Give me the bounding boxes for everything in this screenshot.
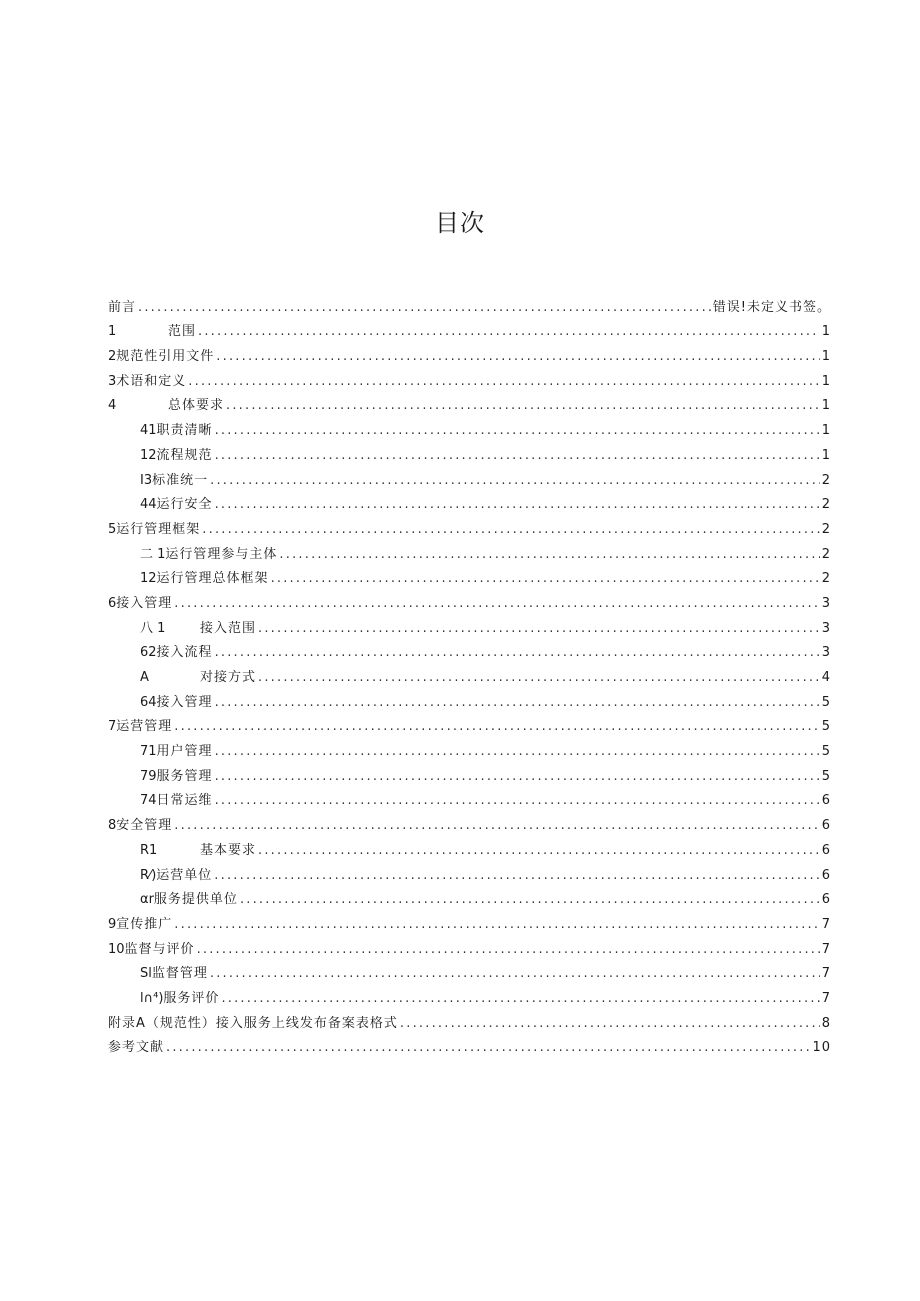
toc-entry-page: 6 <box>821 793 831 809</box>
toc-leader-dots <box>214 867 819 884</box>
toc-entry-number: 7 <box>108 719 117 735</box>
toc-entry-page: 5 <box>821 719 831 735</box>
toc-entry-label: 总体要求 <box>168 398 225 414</box>
toc-entry-label: 接入管理 <box>156 694 213 710</box>
toc-leader-dots <box>198 323 820 340</box>
toc-entry-label: 监督与评价 <box>124 941 195 957</box>
toc-entry-label: 基本要求 <box>200 842 257 858</box>
toc-entry-label: 规范性引用文件 <box>116 349 215 365</box>
toc-entry-number: l∩⁴) <box>140 990 164 1006</box>
toc-entry[interactable] <box>108 711 831 736</box>
toc-entry[interactable] <box>108 340 831 365</box>
toc-entry-number: R⁄) <box>140 867 157 883</box>
toc-leader-dots <box>197 941 820 958</box>
toc-entry-label: 宣传推广 <box>116 916 173 932</box>
toc-leader-dots <box>258 620 820 637</box>
toc-leader-dots <box>174 718 819 735</box>
toc-entry-page: 5 <box>821 768 831 784</box>
toc-entry[interactable] <box>108 414 831 439</box>
toc-leader-dots <box>166 1039 810 1056</box>
toc-entry-page: 1 <box>821 423 831 439</box>
toc-entry[interactable] <box>108 958 831 983</box>
toc-entry-label: 安全管理 <box>116 818 173 834</box>
toc-leader-dots <box>400 1015 820 1032</box>
toc-leader-dots <box>226 397 820 414</box>
toc-entry[interactable] <box>108 513 831 538</box>
toc-entry-label: 服务管理 <box>156 768 213 784</box>
toc-list <box>108 291 831 1056</box>
toc-entry-label: 运行管理框架 <box>116 521 201 537</box>
toc-entry-label: 接入范围 <box>200 620 257 636</box>
toc-leader-dots <box>215 743 820 760</box>
toc-entry-number: 41 <box>140 423 157 439</box>
toc-entry-number: 6 <box>108 595 117 611</box>
toc-entry-number: 3 <box>108 373 117 389</box>
toc-entry-label: 运营管理 <box>116 719 173 735</box>
toc-entry-page: 6 <box>821 818 831 834</box>
toc-leader-dots <box>138 299 711 316</box>
toc-leader-dots <box>215 694 820 711</box>
toc-entry-label: 日常运维 <box>156 793 213 809</box>
toc-entry-label: 运行安全 <box>156 497 213 513</box>
toc-entry[interactable] <box>108 365 831 390</box>
toc-entry[interactable] <box>108 933 831 958</box>
toc-entry[interactable] <box>108 859 831 884</box>
toc-entry[interactable] <box>108 390 831 415</box>
toc-entry-page: 6 <box>821 867 831 883</box>
toc-entry[interactable] <box>108 538 831 563</box>
toc-entry[interactable] <box>108 908 831 933</box>
toc-entry-number: 5 <box>108 521 117 537</box>
toc-entry-number: 64 <box>140 694 157 710</box>
toc-entry-number: I3 <box>140 472 153 488</box>
toc-entry-page: 错误!未定义书签。 <box>712 299 831 315</box>
toc-leader-dots <box>221 990 819 1007</box>
toc-entry[interactable] <box>108 439 831 464</box>
toc-entry[interactable] <box>108 884 831 909</box>
toc-leader-dots <box>240 891 820 908</box>
toc-entry-number: 10 <box>108 941 125 957</box>
toc-entry-page: 2 <box>821 521 831 537</box>
toc-entry-label: 职责清晰 <box>156 423 213 439</box>
toc-entry[interactable] <box>108 809 831 834</box>
toc-entry-number: 2 <box>108 349 117 365</box>
toc-entry[interactable] <box>108 1007 831 1032</box>
toc-leader-dots <box>210 472 820 489</box>
toc-entry-label: 服务提供单位 <box>153 892 238 908</box>
toc-entry[interactable] <box>108 489 831 514</box>
toc-entry[interactable] <box>108 316 831 341</box>
toc-leader-dots <box>216 348 819 365</box>
toc-entry-number: 八 1 <box>140 620 166 636</box>
toc-entry-label: 附录A（规范性）接入服务上线发布备案表格式 <box>108 1015 398 1031</box>
toc-entry-page: 10 <box>812 1040 831 1056</box>
toc-entry-number: 9 <box>108 916 117 932</box>
toc-entry[interactable] <box>108 464 831 489</box>
toc-leader-dots <box>258 669 820 686</box>
toc-leader-dots <box>215 644 820 661</box>
toc-entry-page: 4 <box>821 670 831 685</box>
toc-entry-label: 接入管理 <box>116 595 173 611</box>
toc-entry-label: 对接方式 <box>200 670 257 685</box>
toc-entry-label: 参考文献 <box>108 1040 165 1056</box>
toc-entry-page: 5 <box>821 694 831 710</box>
toc-leader-dots <box>258 842 820 859</box>
toc-entry[interactable] <box>108 1032 831 1057</box>
toc-leader-dots <box>210 965 820 982</box>
toc-entry-number: 12 <box>140 571 157 587</box>
toc-leader-dots <box>215 768 820 785</box>
toc-leader-dots <box>188 373 819 390</box>
toc-entry[interactable] <box>108 637 831 662</box>
toc-entry-page: 3 <box>821 595 831 611</box>
toc-leader-dots <box>215 447 820 464</box>
toc-entry[interactable] <box>108 612 831 637</box>
toc-entry-page: 2 <box>821 497 831 513</box>
toc-entry-number: 1 <box>108 324 117 340</box>
toc-entry-page: 8 <box>821 1015 831 1031</box>
toc-entry-number: 12 <box>140 447 157 463</box>
toc-entry-page: 6 <box>821 842 831 858</box>
toc-entry-label: 运行管理参与主体 <box>165 546 278 562</box>
toc-entry-page: 7 <box>821 990 831 1006</box>
toc-entry-label: 运行管理总体框架 <box>156 571 269 587</box>
toc-leader-dots <box>215 792 820 809</box>
toc-entry-page: 1 <box>821 398 831 414</box>
toc-entry-page: 1 <box>821 373 831 389</box>
toc-entry[interactable] <box>108 760 831 785</box>
toc-entry-number: 8 <box>108 818 117 834</box>
toc-entry-page: 2 <box>821 571 831 587</box>
page-title: 目次 <box>435 209 485 237</box>
toc-entry-page: 1 <box>821 447 831 463</box>
toc-leader-dots <box>271 570 820 587</box>
toc-entry-label: 接入流程 <box>156 645 213 661</box>
toc-leader-dots <box>215 496 820 513</box>
toc-entry[interactable] <box>108 686 831 711</box>
toc-entry-page: 5 <box>821 744 831 760</box>
toc-entry-page: 1 <box>821 324 831 340</box>
toc-entry-number: R1 <box>140 842 158 858</box>
toc-entry-page: 1 <box>821 349 831 365</box>
toc-entry-page: 2 <box>821 546 831 562</box>
toc-entry-page: 7 <box>821 916 831 932</box>
toc-leader-dots <box>174 916 819 933</box>
toc-entry-number: 74 <box>140 793 157 809</box>
toc-entry-label: 标准统一 <box>152 472 209 488</box>
toc-entry-page: 7 <box>821 966 831 982</box>
toc-entry[interactable] <box>108 785 831 810</box>
toc-entry-number: 4 <box>108 398 117 414</box>
toc-entry-label: 监督管理 <box>151 966 208 982</box>
toc-leader-dots <box>215 422 820 439</box>
toc-entry-number: 79 <box>140 768 157 784</box>
toc-entry[interactable] <box>108 834 831 859</box>
toc-entry[interactable] <box>108 563 831 588</box>
toc-entry-label: 范围 <box>168 324 197 340</box>
toc-entry-label: 服务评价 <box>163 990 220 1006</box>
toc-entry[interactable] <box>108 587 831 612</box>
toc-leader-dots <box>279 546 819 563</box>
toc-entry-number: αr <box>140 892 154 908</box>
toc-entry-page: 6 <box>821 892 831 908</box>
toc-entry-page: 7 <box>821 941 831 957</box>
toc-entry-label: 前言 <box>108 299 137 315</box>
toc-entry-label: 术语和定义 <box>116 373 187 389</box>
toc-entry[interactable] <box>108 661 831 686</box>
toc-entry-number: 二 1 <box>140 546 166 562</box>
toc-entry-number: 71 <box>140 744 157 760</box>
toc-leader-dots <box>202 521 819 538</box>
toc-entry-label: 流程规范 <box>156 447 213 463</box>
toc-leader-dots <box>174 595 819 612</box>
toc-entry-label: 运营单位 <box>156 867 213 883</box>
toc-leader-dots <box>174 817 819 834</box>
toc-entry-number: 62 <box>140 645 157 661</box>
toc-entry-page: 3 <box>821 645 831 661</box>
toc-entry[interactable] <box>108 735 831 760</box>
toc-entry-page: 3 <box>821 620 831 636</box>
toc-entry[interactable] <box>108 291 831 316</box>
toc-entry-label: 用户管理 <box>156 744 213 760</box>
toc-entry-page: 2 <box>821 472 831 488</box>
toc-entry-number: A <box>140 670 149 685</box>
toc-entry-number: 44 <box>140 497 157 513</box>
toc-entry-number: Sl <box>140 966 152 982</box>
toc-entry[interactable] <box>108 982 831 1007</box>
